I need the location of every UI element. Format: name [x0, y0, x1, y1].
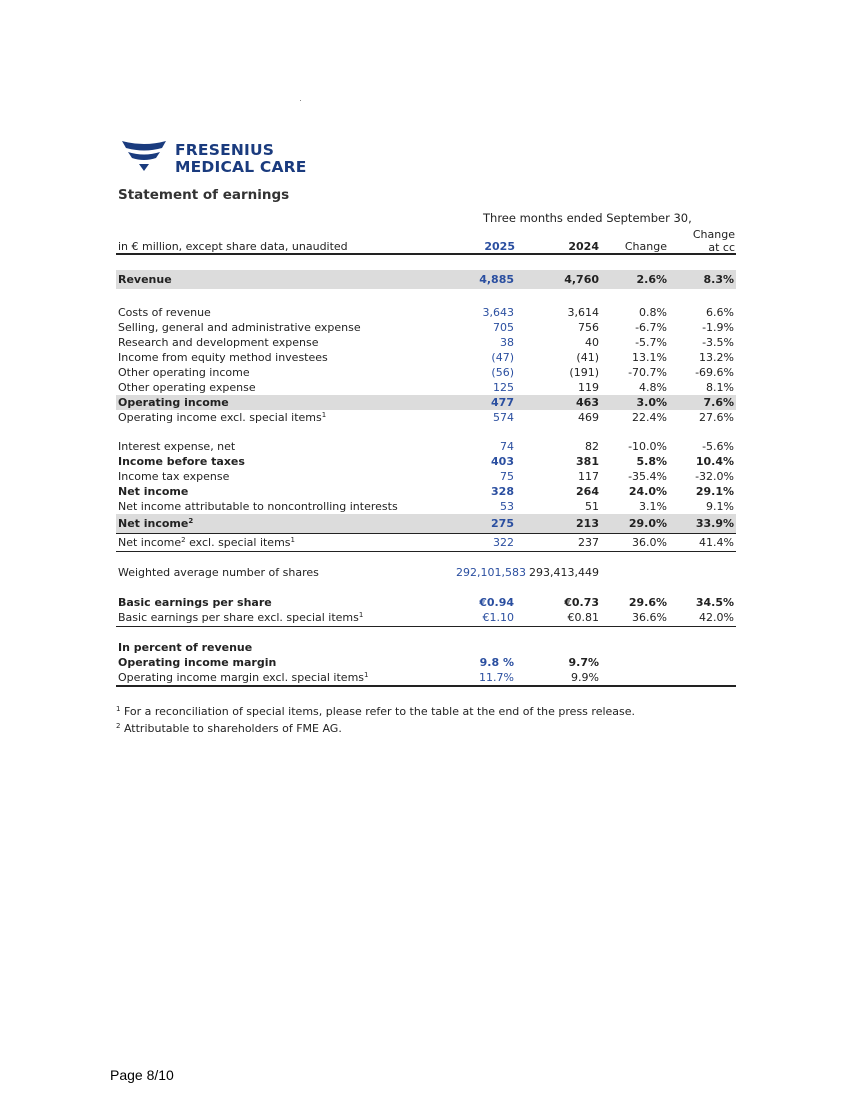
net-income-rule [116, 533, 736, 534]
logo-line-1: FRESENIUS [175, 141, 275, 159]
row-net-income-total: Net income 328 264 24.0% 29.1% [118, 485, 734, 498]
logo-line-2: MEDICAL CARE [175, 157, 307, 176]
row-operating-income: Operating income 477 463 3.0% 7.6% [118, 396, 734, 409]
net-income-excl-rule [116, 551, 736, 552]
row-net-income-excl: Net income$^2$ excl. special items$^1$ 322 237 36.0% 41.4% [118, 536, 734, 549]
row-other-operating-expense: Other operating expense 125 119 4.8% 8.1% [118, 381, 734, 394]
row-income-before-taxes: Income before taxes 403 381 5.8% 10.4% [118, 455, 734, 468]
column-header-2025: 2025 [484, 240, 515, 253]
row-sga: Selling, general and administrative expense 705 756 -6.7% -1.9% [118, 321, 734, 334]
footnote-1: $^1$ For a reconciliation of special items, please refer to the table at the end of the press release. [116, 705, 636, 718]
statement-title: Statement of earnings [118, 187, 290, 203]
row-rnd: Research and development expense 38 40 -5.7% -3.5% [118, 336, 734, 349]
row-operating-income-excl: Operating income excl. special items$^1$ 574 469 22.4% 27.6% [118, 411, 734, 424]
header-rule [116, 253, 736, 255]
stray-dot [300, 100, 301, 101]
logo-wordmark [175, 142, 307, 175]
row-noncontrolling-interests: Net income attributable to noncontrolling interests 53 51 3.1% 9.1% [118, 500, 734, 513]
footnote-2: $^2$ Attributable to shareholders of FME AG. [116, 722, 342, 735]
fresenius-logo-icon [120, 138, 168, 174]
row-revenue: Revenue 4,885 4,760 2.6% 8.3% [116, 270, 736, 289]
page-number: Page 8/10 [110, 1067, 174, 1083]
column-header-change-cc: Change at cc [692, 228, 735, 254]
row-costs-of-revenue: Costs of revenue 3,643 3,614 0.8% 6.6% [118, 306, 734, 319]
column-header-2024: 2024 [568, 240, 599, 253]
row-weighted-shares: Weighted average number of shares 292,101,583 293,413,449 [118, 566, 599, 579]
row-operating-margin-excl: Operating income margin excl. special items$^1$ 11.7% 9.9% [118, 671, 599, 684]
column-header-label: in € million, except share data, unaudited [118, 240, 348, 253]
row-other-operating-income: Other operating income (56) (191) -70.7% -69.6% [118, 366, 734, 379]
row-income-tax: Income tax expense 75 117 -35.4% -32.0% [118, 470, 734, 483]
row-basic-eps: Basic earnings per share €0.94 €0.73 29.6% 34.5% [118, 596, 734, 609]
table-bottom-rule [116, 685, 736, 687]
row-net-income: Net income$^2$ 275 213 29.0% 33.9% [116, 514, 736, 533]
row-percent-header: In percent of revenue [118, 641, 253, 654]
row-basic-eps-excl: Basic earnings per share excl. special items$^1$ €1.10 €0.81 36.6% 42.0% [118, 611, 734, 624]
row-equity-method: Income from equity method investees (47) (41) 13.1% 13.2% [118, 351, 734, 364]
row-interest-expense: Interest expense, net 74 82 -10.0% -5.6% [118, 440, 734, 453]
eps-rule [116, 626, 736, 627]
column-header-change: Change [624, 240, 667, 253]
row-operating-margin: Operating income margin 9.8 % 9.7% [118, 656, 599, 669]
period-header: Three months ended September 30, [483, 211, 692, 225]
